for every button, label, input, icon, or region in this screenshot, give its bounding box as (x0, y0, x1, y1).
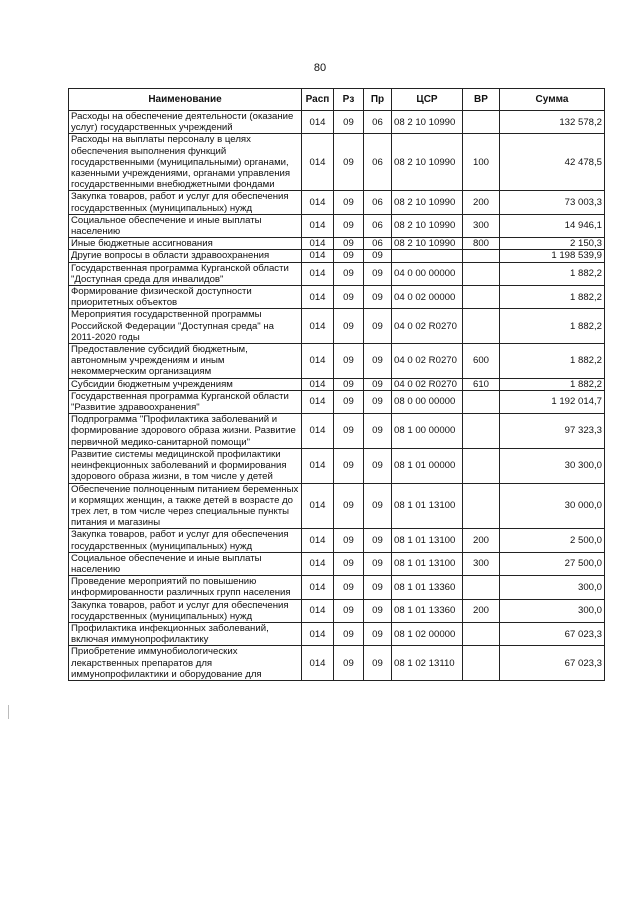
row-rasp: 014 (302, 390, 334, 413)
row-name: Профилактика инфекционных заболеваний, включая иммунопрофилактику (69, 622, 302, 645)
row-rasp: 014 (302, 238, 334, 250)
row-rz: 09 (334, 309, 364, 344)
page-number: 80 (313, 62, 327, 74)
row-rasp: 014 (302, 309, 334, 344)
row-rz: 09 (334, 378, 364, 390)
row-pr: 09 (364, 250, 392, 262)
row-csr: 08 1 01 13100 (392, 529, 463, 552)
row-pr: 09 (364, 529, 392, 552)
row-name: Приобретение иммунобиологических лекарственных препаратов для иммунопрофилактики и оборудование для (69, 646, 302, 681)
row-rasp: 014 (302, 344, 334, 379)
row-vr (463, 622, 500, 645)
row-name: Закупка товаров, работ и услуг для обеспечения государственных (муниципальных) нужд (69, 529, 302, 552)
row-sum: 2 150,3 (500, 238, 605, 250)
table-row (69, 344, 605, 379)
table-row (69, 134, 605, 191)
row-pr: 09 (364, 576, 392, 599)
table-row (69, 262, 605, 285)
row-pr: 06 (364, 134, 392, 191)
table-body (69, 111, 605, 681)
row-rasp: 014 (302, 378, 334, 390)
row-vr: 800 (463, 238, 500, 250)
row-pr: 09 (364, 262, 392, 285)
row-rz: 09 (334, 448, 364, 483)
table-header-row (69, 89, 605, 111)
row-csr: 04 0 02 00000 (392, 286, 463, 309)
table-row (69, 448, 605, 483)
row-sum: 30 300,0 (500, 448, 605, 483)
row-csr: 08 2 10 10990 (392, 111, 463, 134)
row-vr: 600 (463, 344, 500, 379)
row-name: Обеспечение полноценным питанием беременных и кормящих женщин, а также детей в возрасте до трех лет, в том числе через специальные пункты питания и магазины (69, 483, 302, 529)
row-vr (463, 250, 500, 262)
row-pr: 09 (364, 390, 392, 413)
row-name: Государственная программа Курганской области "Развитие здравоохранения" (69, 390, 302, 413)
row-sum: 1 198 539,9 (500, 250, 605, 262)
header-pr: Пр (364, 89, 392, 111)
row-sum: 27 500,0 (500, 552, 605, 575)
row-rasp: 014 (302, 191, 334, 214)
row-csr: 08 2 10 10990 (392, 191, 463, 214)
row-name: Государственная программа Курганской области "Доступная среда для инвалидов" (69, 262, 302, 285)
row-csr: 08 1 01 13100 (392, 552, 463, 575)
row-pr: 09 (364, 309, 392, 344)
row-vr: 100 (463, 134, 500, 191)
row-vr (463, 286, 500, 309)
row-rasp: 014 (302, 448, 334, 483)
row-rasp: 014 (302, 483, 334, 529)
row-pr: 09 (364, 552, 392, 575)
row-name: Проведение мероприятий по повышению информированности различных групп населения (69, 576, 302, 599)
row-rz: 09 (334, 390, 364, 413)
row-vr: 200 (463, 191, 500, 214)
header-csr: ЦСР (392, 89, 463, 111)
table-row (69, 483, 605, 529)
row-vr (463, 390, 500, 413)
row-vr (463, 483, 500, 529)
row-rz: 09 (334, 134, 364, 191)
row-vr: 300 (463, 552, 500, 575)
header-vr: ВР (463, 89, 500, 111)
row-sum: 1 192 014,7 (500, 390, 605, 413)
row-rz: 09 (334, 344, 364, 379)
row-vr: 200 (463, 599, 500, 622)
row-name: Другие вопросы в области здравоохранения (69, 250, 302, 262)
table-row (69, 414, 605, 449)
row-vr: 610 (463, 378, 500, 390)
row-rz: 09 (334, 262, 364, 285)
row-sum: 1 882,2 (500, 309, 605, 344)
header-rz: Рз (334, 89, 364, 111)
row-pr: 09 (364, 286, 392, 309)
row-pr: 09 (364, 448, 392, 483)
row-csr: 08 0 00 00000 (392, 390, 463, 413)
row-rz: 09 (334, 646, 364, 681)
row-csr (392, 250, 463, 262)
row-rasp: 014 (302, 262, 334, 285)
row-csr: 08 2 10 10990 (392, 134, 463, 191)
table-row (69, 378, 605, 390)
table-row (69, 238, 605, 250)
row-sum: 1 882,2 (500, 344, 605, 379)
row-name: Мероприятия государственной программы Российской Федерации "Доступная среда" на 2011-2020 годы (69, 309, 302, 344)
header-name: Наименование (69, 89, 302, 111)
row-sum: 1 882,2 (500, 262, 605, 285)
row-csr: 04 0 02 R0270 (392, 309, 463, 344)
row-rasp: 014 (302, 622, 334, 645)
row-rasp: 014 (302, 250, 334, 262)
row-sum: 14 946,1 (500, 214, 605, 237)
row-pr: 06 (364, 191, 392, 214)
row-csr: 08 1 00 00000 (392, 414, 463, 449)
row-vr (463, 262, 500, 285)
row-sum: 67 023,3 (500, 622, 605, 645)
row-vr (463, 111, 500, 134)
row-pr: 09 (364, 344, 392, 379)
row-vr (463, 414, 500, 449)
row-name: Предоставление субсидий бюджетным, автономным учреждениям и иным некоммерческим организациям (69, 344, 302, 379)
row-rz: 09 (334, 414, 364, 449)
row-rasp: 014 (302, 286, 334, 309)
row-csr: 08 1 01 13360 (392, 599, 463, 622)
row-rasp: 014 (302, 529, 334, 552)
row-pr: 09 (364, 599, 392, 622)
row-rasp: 014 (302, 214, 334, 237)
row-sum: 67 023,3 (500, 646, 605, 681)
row-sum: 97 323,3 (500, 414, 605, 449)
table-row (69, 191, 605, 214)
row-rz: 09 (334, 111, 364, 134)
row-rz: 09 (334, 529, 364, 552)
row-pr: 09 (364, 483, 392, 529)
row-rz: 09 (334, 622, 364, 645)
row-pr: 06 (364, 111, 392, 134)
row-vr: 200 (463, 529, 500, 552)
row-sum: 73 003,3 (500, 191, 605, 214)
row-csr: 08 1 01 13100 (392, 483, 463, 529)
row-name: Закупка товаров, работ и услуг для обеспечения государственных (муниципальных) нужд (69, 599, 302, 622)
row-sum: 300,0 (500, 576, 605, 599)
row-pr: 09 (364, 378, 392, 390)
row-rasp: 014 (302, 599, 334, 622)
row-name: Закупка товаров, работ и услуг для обеспечения государственных (муниципальных) нужд (69, 191, 302, 214)
row-rasp: 014 (302, 134, 334, 191)
row-pr: 09 (364, 414, 392, 449)
budget-table (68, 88, 605, 681)
row-csr: 04 0 02 R0270 (392, 344, 463, 379)
row-rz: 09 (334, 599, 364, 622)
row-rz: 09 (334, 214, 364, 237)
row-rasp: 014 (302, 414, 334, 449)
row-csr: 08 1 02 13110 (392, 646, 463, 681)
row-csr: 08 1 01 13360 (392, 576, 463, 599)
row-name: Социальное обеспечение и иные выплаты населению (69, 214, 302, 237)
row-rz: 09 (334, 191, 364, 214)
row-rz: 09 (334, 552, 364, 575)
table-row (69, 309, 605, 344)
margin-mark (8, 705, 9, 719)
row-name: Расходы на выплаты персоналу в целях обеспечения выполнения функций государственными (муниципальными) органами, казенными учреждениями, органами управления государственными внебюджетными фондами (69, 134, 302, 191)
row-rz: 09 (334, 483, 364, 529)
row-name: Субсидии бюджетным учреждениям (69, 378, 302, 390)
row-name: Развитие системы медицинской профилактики неинфекционных заболеваний и формирования здорового образа жизни, в том числе у детей (69, 448, 302, 483)
row-csr: 08 1 02 00000 (392, 622, 463, 645)
row-rz: 09 (334, 238, 364, 250)
row-csr: 04 0 02 R0270 (392, 378, 463, 390)
row-pr: 09 (364, 622, 392, 645)
row-pr: 09 (364, 646, 392, 681)
row-sum: 132 578,2 (500, 111, 605, 134)
row-name: Формирование физической доступности приоритетных объектов (69, 286, 302, 309)
table-row (69, 286, 605, 309)
table-row (69, 552, 605, 575)
row-sum: 30 000,0 (500, 483, 605, 529)
row-rz: 09 (334, 250, 364, 262)
row-vr (463, 309, 500, 344)
row-rz: 09 (334, 576, 364, 599)
row-name: Подпрограмма "Профилактика заболеваний и формирование здорового образа жизни. Развитие первичной медико-санитарной помощи" (69, 414, 302, 449)
row-csr: 08 2 10 10990 (392, 214, 463, 237)
row-name: Расходы на обеспечение деятельности (оказание услуг) государственных учреждений (69, 111, 302, 134)
table-row (69, 646, 605, 681)
row-csr: 04 0 00 00000 (392, 262, 463, 285)
table-row (69, 622, 605, 645)
row-sum: 1 882,2 (500, 286, 605, 309)
table-row (69, 390, 605, 413)
row-vr (463, 576, 500, 599)
header-rasp: Расп (302, 89, 334, 111)
row-rasp: 014 (302, 552, 334, 575)
row-vr: 300 (463, 214, 500, 237)
table-row (69, 599, 605, 622)
header-sum: Сумма (500, 89, 605, 111)
row-sum: 2 500,0 (500, 529, 605, 552)
row-rasp: 014 (302, 576, 334, 599)
table-row (69, 529, 605, 552)
row-pr: 06 (364, 238, 392, 250)
row-rz: 09 (334, 286, 364, 309)
row-name: Социальное обеспечение и иные выплаты населению (69, 552, 302, 575)
row-csr: 08 1 01 00000 (392, 448, 463, 483)
table-row (69, 214, 605, 237)
row-name: Иные бюджетные ассигнования (69, 238, 302, 250)
table-row (69, 111, 605, 134)
row-sum: 300,0 (500, 599, 605, 622)
table-row (69, 576, 605, 599)
row-csr: 08 2 10 10990 (392, 238, 463, 250)
row-vr (463, 448, 500, 483)
table-row (69, 250, 605, 262)
row-vr (463, 646, 500, 681)
row-sum: 42 478,5 (500, 134, 605, 191)
row-rasp: 014 (302, 646, 334, 681)
row-sum: 1 882,2 (500, 378, 605, 390)
row-pr: 06 (364, 214, 392, 237)
row-rasp: 014 (302, 111, 334, 134)
